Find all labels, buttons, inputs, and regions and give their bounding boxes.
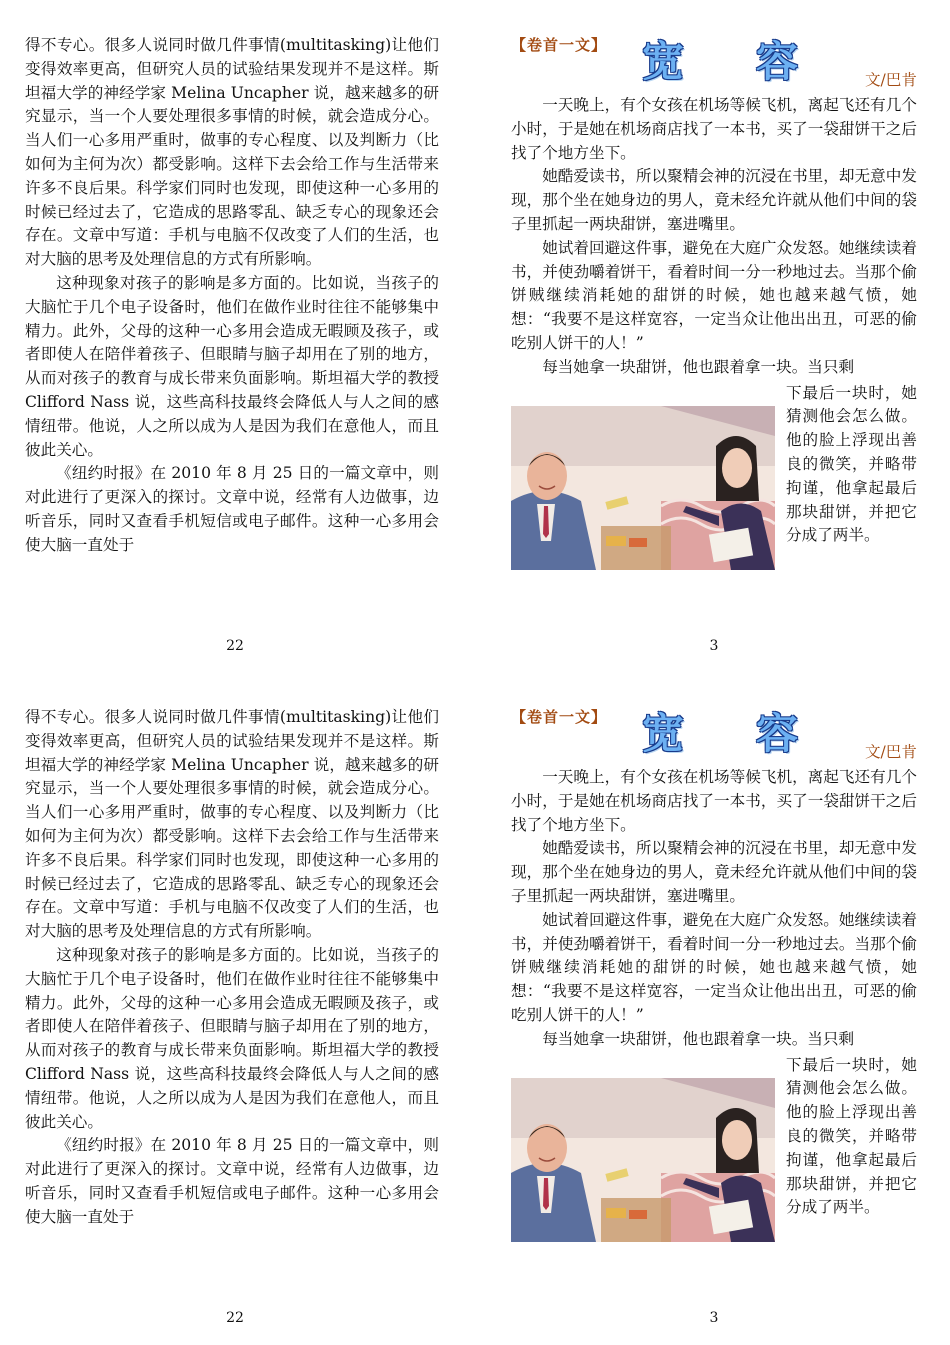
article-paragraph-4: 每当她拿一块甜饼，他也跟着拿一块。当只剩 xyxy=(542,1029,855,1048)
page-spread-top xyxy=(0,0,950,672)
section-tag: 【卷首一文】 xyxy=(511,708,608,726)
article-header xyxy=(511,34,917,94)
airport-illustration xyxy=(511,1078,775,1242)
page-number-right: 3 xyxy=(709,1310,719,1326)
left-page-text xyxy=(25,706,439,1230)
article-paragraph-3: 她试着回避这件事，避免在大庭广众发怒。她继续读着书，并使劲嚼着饼干，看着时间一分一秒地过去。当那个偷饼贼继续消耗她的甜饼的时候，她也越来越气愤，她想：“我要不是这样宽容，一定当众让他出出丑，可恶的偷吃别人饼干的人！” xyxy=(511,238,917,352)
airport-illustration xyxy=(511,406,775,570)
left-paragraph-1: 得不专心。很多人说同时做几件事情(multitasking)让他们变得效率更高，但研究人员的试验结果发现并不是这样。斯坦福大学的神经学家 Melina Uncapher 说，越来越多的研究显示，当一个人要处理很多事情的时候，就会造成分心。当人们一心多用严重时，做事的专心程度、以及判断力（比如何为主何为次）都受影响。这样下去会给工作与生活带来许多不良后果。科学家们同时也发现，即使这种一心多用的时候已经过去了，它造成的思路零乱、缺乏专心的现象还会存在。文章中写道：手机与电脑不仅改变了人们的生活，也对大脑的思考及处理信息的方式有所影响。 xyxy=(25,36,439,269)
left-paragraph-3: 《纽约时报》在 2010 年 8 月 25 日的一篇文章中，则对此进行了更深入的探讨。文章中说，经常有人边做事，边听音乐，同时又查看手机短信或电子邮件。这种一心多用会使大脑一直处于 xyxy=(25,464,439,554)
page-spread-bottom xyxy=(0,672,950,1344)
wrapped-text: 下最后一块时，她猜测他会怎么做。他的脸上浮现出善良的微笑，并略带拘谨，他拿起最后那块甜饼，并把它分成了两半。 xyxy=(786,383,917,545)
page-number-left: 22 xyxy=(226,638,244,654)
left-paragraph-2: 这种现象对孩子的影响是多方面的。比如说，当孩子的大脑忙于几个电子设备时，他们在做作业时往往不能够集中精力。此外，父母的这种一心多用会造成无暇顾及孩子，或者即使人在陪伴着孩子、但眼睛与脑子却用在了别的地方，从而对孩子的教育与成长带来负面影响。斯坦福大学的教授 Clifford Nass 说，这些高科技最终会降低人与人之间的感情纽带。他说，人之所以成为人是因为我们在意他人，而且彼此关心。 xyxy=(25,945,439,1131)
left-paragraph-1: 得不专心。很多人说同时做几件事情(multitasking)让他们变得效率更高，但研究人员的试验结果发现并不是这样。斯坦福大学的神经学家 Melina Uncapher 说，越来越多的研究显示，当一个人要处理很多事情的时候，就会造成分心。当人们一心多用严重时，做事的专心程度、以及判断力（比如何为主何为次）都受影响。这样下去会给工作与生活带来许多不良后果。科学家们同时也发现，即使这种一心多用的时候已经过去了，它造成的思路零乱、缺乏专心的现象还会存在。文章中写道：手机与电脑不仅改变了人们的生活，也对大脑的思考及处理信息的方式有所影响。 xyxy=(25,708,439,941)
left-paragraph-3: 《纽约时报》在 2010 年 8 月 25 日的一篇文章中，则对此进行了更深入的探讨。文章中说，经常有人边做事，边听音乐，同时又查看手机短信或电子邮件。这种一心多用会使大脑一直处于 xyxy=(25,1136,439,1226)
page-number-right: 3 xyxy=(709,638,719,654)
article-body xyxy=(511,94,917,380)
left-page-text xyxy=(25,34,439,558)
article-body xyxy=(511,766,917,1052)
article-title-char-1: 宽 xyxy=(642,37,685,86)
article-paragraph-2: 她酷爱读书，所以聚精会神的沉浸在书里，却无意中发现，那个坐在她身边的男人，竟未经允许就从他们中间的袋子里抓起一两块甜饼，塞进嘴里。 xyxy=(511,839,917,905)
illustration-block xyxy=(511,1054,917,1244)
section-tag: 【卷首一文】 xyxy=(511,36,608,54)
article-title-char-2: 容 xyxy=(756,37,799,86)
article-paragraph-4: 每当她拿一块甜饼，他也跟着拿一块。当只剩 xyxy=(542,357,855,376)
article-title-char-2: 容 xyxy=(756,709,799,758)
page-number-left: 22 xyxy=(226,1310,244,1326)
article-author: 文/巴肯 xyxy=(864,743,917,761)
article-author: 文/巴肯 xyxy=(864,71,917,89)
article-paragraph-3: 她试着回避这件事，避免在大庭广众发怒。她继续读着书，并使劲嚼着饼干，看着时间一分一秒地过去。当那个偷饼贼继续消耗她的甜饼的时候，她也越来越气愤，她想：“我要不是这样宽容，一定当众让他出出丑，可恶的偷吃别人饼干的人！” xyxy=(511,910,917,1024)
article-paragraph-1: 一天晚上，有个女孩在机场等候飞机，离起飞还有几个小时，于是她在机场商店找了一本书，买了一袋甜饼干之后找了个地方坐下。 xyxy=(511,768,917,834)
right-page-article xyxy=(511,706,917,1244)
article-header xyxy=(511,706,917,766)
wrapped-text: 下最后一块时，她猜测他会怎么做。他的脸上浮现出善良的微笑，并略带拘谨，他拿起最后那块甜饼，并把它分成了两半。 xyxy=(786,1055,917,1217)
article-paragraph-2: 她酷爱读书，所以聚精会神的沉浸在书里，却无意中发现，那个坐在她身边的男人，竟未经允许就从他们中间的袋子里抓起一两块甜饼，塞进嘴里。 xyxy=(511,167,917,233)
right-page-article xyxy=(511,34,917,572)
article-paragraph-1: 一天晚上，有个女孩在机场等候飞机，离起飞还有几个小时，于是她在机场商店找了一本书，买了一袋甜饼干之后找了个地方坐下。 xyxy=(511,96,917,162)
left-paragraph-2: 这种现象对孩子的影响是多方面的。比如说，当孩子的大脑忙于几个电子设备时，他们在做作业时往往不能够集中精力。此外，父母的这种一心多用会造成无暇顾及孩子，或者即使人在陪伴着孩子、但眼睛与脑子却用在了别的地方，从而对孩子的教育与成长带来负面影响。斯坦福大学的教授 Clifford Nass 说，这些高科技最终会降低人与人之间的感情纽带。他说，人之所以成为人是因为我们在意他人，而且彼此关心。 xyxy=(25,273,439,459)
article-title-char-1: 宽 xyxy=(642,709,685,758)
illustration-block xyxy=(511,382,917,572)
